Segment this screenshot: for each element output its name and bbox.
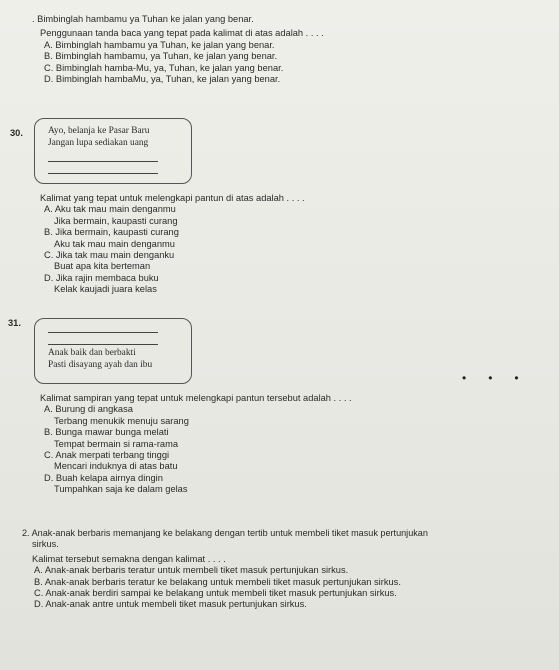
question-30: [32, 193, 305, 296]
question-31-option-d[interactable]: D. Buah kelapa airnya dingin: [44, 472, 163, 483]
question-31-stem: Kalimat sampiran yang tepat untuk melengkapi pantun tersebut adalah . . . .: [40, 393, 352, 403]
pantun-31: [48, 322, 158, 371]
question-30-option-b[interactable]: B. Jika bermain, kaupasti curang: [44, 227, 179, 238]
decorative-dots: •••: [462, 371, 541, 385]
question-1-intro: . Bimbinglah hambamu ya Tuhan ke jalan yang benar.: [32, 14, 254, 24]
question-1-stem: Penggunaan tanda baca yang tepat pada kalimat di atas adalah . . . .: [40, 28, 324, 39]
pantun-31-line-2: Pasti disayang ayah dan ibu: [48, 359, 153, 370]
question-2-option-d[interactable]: D. Anak-anak antre untuk membeli tiket masuk pertunjukan sirkus.: [34, 599, 307, 610]
question-2-option-a[interactable]: A. Anak-anak berbaris teratur untuk membeli tiket masuk pertunjukan sirkus.: [34, 565, 349, 576]
question-2-intro-line-2: sirkus.: [32, 539, 59, 550]
pantun-30: [48, 126, 158, 176]
pantun-31-line-1: Anak baik dan berbakti: [48, 348, 136, 358]
question-31-option-b-line-2: Tempat bermain si rama-rama: [54, 438, 178, 449]
question-30-option-a[interactable]: A. Aku tak mau main denganmu: [44, 204, 176, 215]
question-1-option-d[interactable]: D. Bimbinglah hambaMu, ya, Tuhan, ke jalan yang benar.: [44, 74, 281, 85]
pantun-30-line-1: Ayo, belanja ke Pasar Baru: [48, 126, 150, 136]
question-30-option-a-line-2: Jika bermain, kaupasti curang: [54, 215, 178, 226]
question-1-option-b[interactable]: B. Bimbinglah hambamu, ya Tuhan, ke jalan yang benar.: [44, 51, 278, 62]
question-31: [32, 393, 352, 496]
question-2-intro-line-1: 2. Anak-anak berbaris memanjang ke belakang dengan tertib untuk membeli tiket masuk pertunjukan: [22, 528, 428, 538]
question-31-option-d-line-2: Tumpahkan saja ke dalam gelas: [54, 484, 188, 495]
question-31-option-a-line-2: Terbang menukik menuju sarang: [54, 415, 189, 426]
question-30-option-c[interactable]: C. Jika tak mau main denganku: [44, 250, 175, 261]
question-31-option-c-line-2: Mencari induknya di atas batu: [54, 461, 178, 472]
question-2: [22, 528, 428, 611]
question-31-option-c[interactable]: C. Anak merpati terbang tinggi: [44, 450, 170, 461]
question-30-number: 30.: [10, 128, 23, 138]
question-1-option-a[interactable]: A. Bimbinglah hambamu ya Tuhan, ke jalan yang benar.: [44, 39, 275, 50]
question-31-number: 31.: [8, 318, 21, 328]
pantun-30-blank-1: [48, 152, 158, 162]
question-30-option-c-line-2: Buat apa kita berteman: [54, 261, 151, 272]
question-31-option-b[interactable]: B. Bunga mawar bunga melati: [44, 427, 169, 438]
pantun-31-blank-2: [48, 335, 158, 345]
question-2-option-b[interactable]: B. Anak-anak berbaris teratur ke belakang untuk membeli tiket masuk pertunjukan sirkus.: [34, 576, 401, 587]
question-30-stem: Kalimat yang tepat untuk melengkapi pantun di atas adalah . . . .: [40, 193, 305, 203]
pantun-30-blank-2: [48, 164, 158, 174]
question-2-option-c[interactable]: C. Anak-anak berdiri sampai ke belakang untuk membeli tiket masuk pertunjukan sirkus.: [34, 588, 397, 599]
pantun-31-blank-1: [48, 323, 158, 333]
question-30-option-d-line-2: Kelak kaujadi juara kelas: [54, 284, 157, 295]
question-1-option-c[interactable]: C. Bimbinglah hamba-Mu, ya, Tuhan, ke jalan yang benar.: [44, 62, 284, 73]
question-1: [32, 14, 324, 85]
question-2-stem: Kalimat tersebut semakna dengan kalimat . . . .: [32, 553, 226, 564]
pantun-30-line-2: Jangan lupa sediakan uang: [48, 137, 149, 148]
question-30-option-b-line-2: Aku tak mau main denganmu: [54, 238, 175, 249]
question-30-option-d[interactable]: D. Jika rajin membaca buku: [44, 272, 159, 283]
question-31-option-a[interactable]: A. Burung di angkasa: [44, 404, 133, 415]
